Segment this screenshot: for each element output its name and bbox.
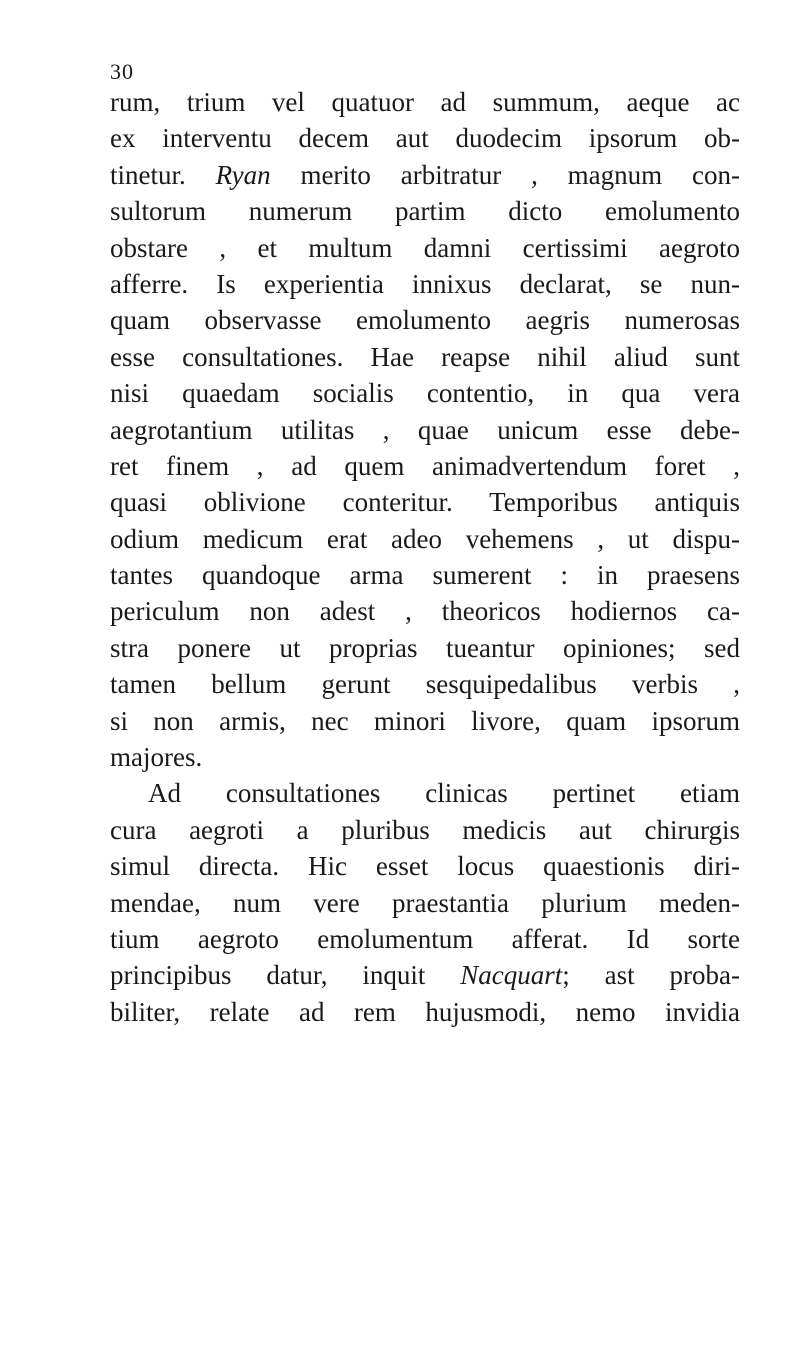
page-number: 30 (110, 59, 134, 84)
text-line (110, 921, 740, 957)
text-segment: simul directa. Hic esset locus quaestionis diri- (110, 851, 740, 882)
text-line (110, 994, 740, 1030)
text-line (110, 375, 740, 411)
text-line (110, 703, 740, 739)
body-text (110, 84, 740, 1030)
text-segment: Ad consultationes clinicas pertinet etiam (148, 778, 740, 809)
text-line (110, 848, 740, 884)
text-segment: tantes quandoque arma sumerent : in praesens (110, 560, 740, 591)
text-segment: merito arbitratur , magnum con- (270, 159, 740, 190)
text-line (110, 957, 740, 993)
text-segment: cura aegroti a pluribus medicis aut chirurgis (110, 814, 740, 845)
text-segment: esse consultationes. Hae reapse nihil aliud sunt (110, 341, 740, 372)
text-line (110, 339, 740, 375)
text-line (110, 412, 740, 448)
italic-name: Nacquart (460, 960, 563, 991)
text-segment: ret finem , ad quem animadvertendum foret , (110, 450, 740, 481)
text-line (110, 521, 740, 557)
text-segment: stra ponere ut proprias tueantur opiniones; sed (110, 632, 740, 663)
text-segment: quasi oblivione conteritur. Temporibus antiquis (110, 487, 740, 518)
text-segment: tium aegroto emolumentum afferat. Id sorte (110, 923, 740, 954)
text-segment: mendae, num vere praestantia plurium meden- (110, 887, 740, 918)
text-line (110, 593, 740, 629)
text-line (110, 302, 740, 338)
text-line (110, 120, 740, 156)
text-line (110, 484, 740, 520)
text-line (110, 230, 740, 266)
text-segment: majores. (110, 742, 203, 773)
text-segment: periculum non adest , theoricos hodiernos ca- (110, 596, 740, 627)
text-segment: obstare , et multum damni certissimi aegroto (110, 232, 740, 263)
text-segment: tinetur. (110, 159, 216, 190)
text-segment: tamen bellum gerunt sesquipedalibus verbis , (110, 669, 740, 700)
italic-name: Ryan (215, 159, 271, 190)
text-line (110, 193, 740, 229)
text-line (110, 266, 740, 302)
text-line (110, 775, 740, 811)
text-segment: rum, trium vel quatuor ad summum, aeque ac (110, 87, 740, 117)
text-line (110, 812, 740, 848)
text-segment: sultorum numerum partim dicto emolumento (110, 196, 740, 227)
text-segment: afferre. Is experientia innixus declarat, se nun- (110, 268, 740, 299)
text-line (110, 666, 740, 702)
text-line (110, 630, 740, 666)
text-segment: odium medicum erat adeo vehemens , ut dispu- (110, 523, 740, 554)
text-line (110, 84, 740, 120)
text-segment: aegrotantium utilitas , quae unicum esse debe- (110, 414, 740, 445)
text-segment: ; ast proba- (562, 960, 740, 991)
text-segment: principibus datur, inquit (110, 960, 461, 991)
text-line (110, 157, 740, 193)
text-segment: biliter, relate ad rem hujusmodi, nemo invidia (110, 996, 740, 1027)
text-line (110, 557, 740, 593)
text-segment: si non armis, nec minori livore, quam ipsorum (110, 705, 740, 736)
text-segment: ex interventu decem aut duodecim ipsorum ob- (110, 123, 740, 154)
text-line (110, 885, 740, 921)
text-segment: quam observasse emolumento aegris numerosas (110, 305, 740, 336)
text-line (110, 739, 740, 775)
text-segment: nisi quaedam socialis contentio, in qua vera (110, 378, 740, 409)
text-line (110, 448, 740, 484)
